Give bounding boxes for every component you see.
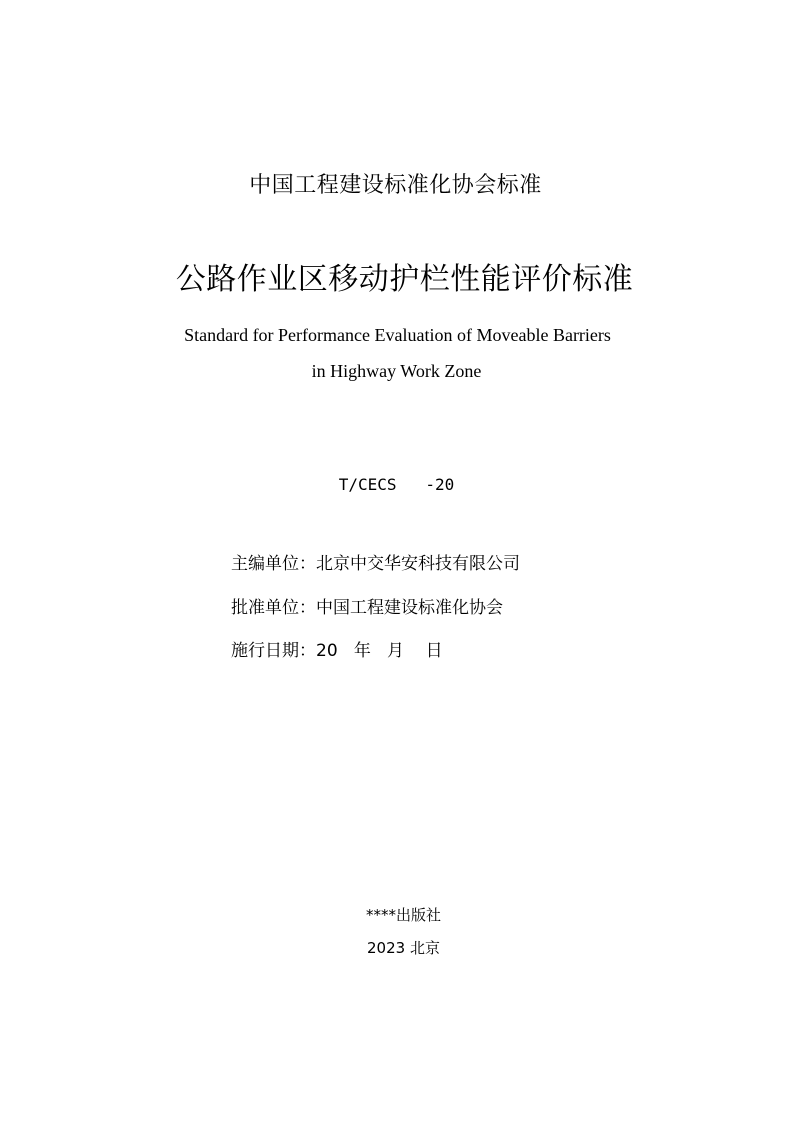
organization-standard-heading: 中国工程建设标准化协会标准 [249, 173, 542, 198]
standard-code: T/CECS -20 [338, 475, 455, 494]
effective-date-line: 施行日期：20 年 月 日 [231, 641, 443, 661]
document-title-english-line-1: Standard for Performance Evaluation of Moveable Barriers [184, 325, 611, 345]
publication-year-city: 2023 北京 [367, 939, 440, 957]
document-title-chinese: 公路作业区移动护栏性能评价标准 [175, 262, 634, 297]
approver-unit-line: 批准单位：中国工程建设标准化协会 [231, 598, 503, 618]
document-title-english-line-2: in Highway Work Zone [311, 361, 482, 381]
editor-unit-line: 主编单位：北京中交华安科技有限公司 [231, 554, 520, 574]
publisher-name: ****出版社 [365, 906, 441, 924]
